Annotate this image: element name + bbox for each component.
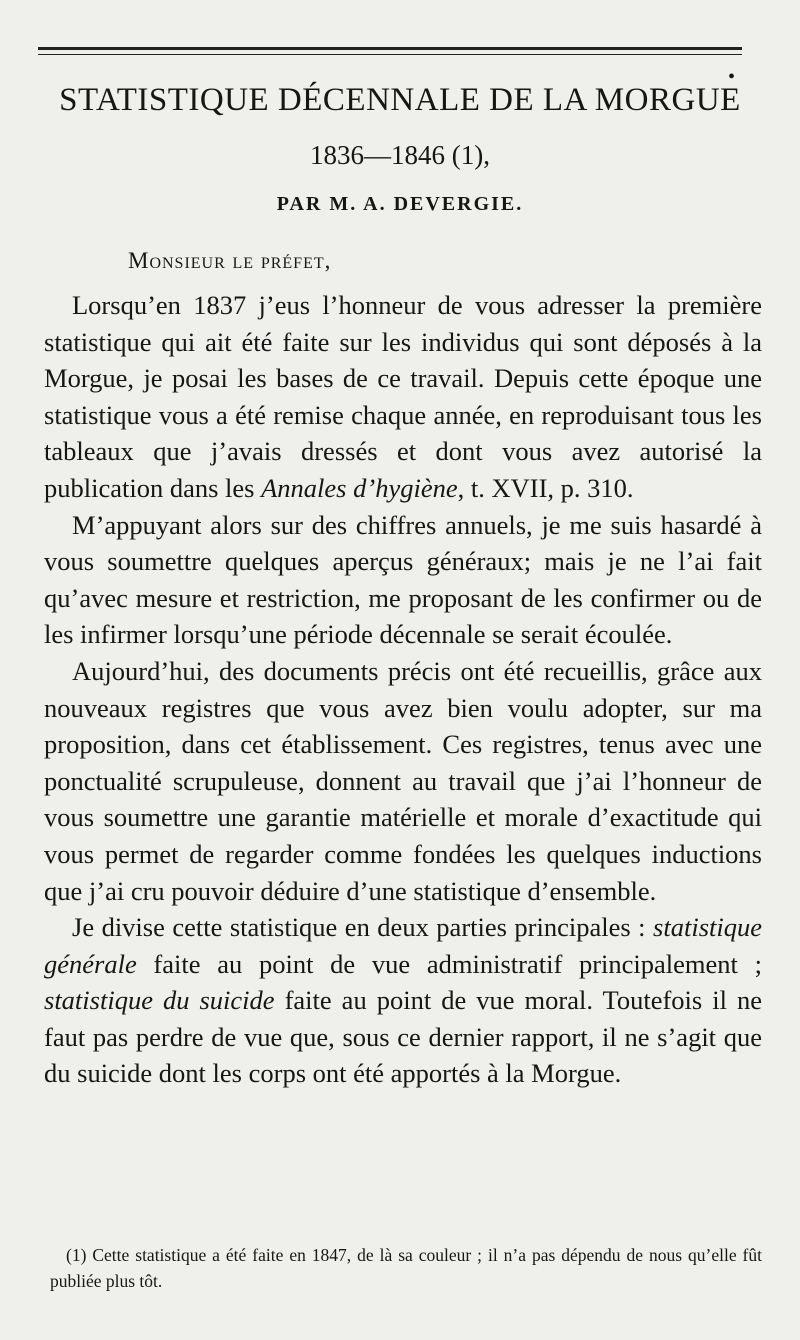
term-suicide-statistics: statistique du suicide xyxy=(44,985,275,1016)
page-title: STATISTIQUE DÉCENNALE DE LA MORGUE xyxy=(59,82,741,118)
term-general-statistics: statistique générale xyxy=(44,912,762,979)
author-line: PAR M. A. DEVERGIE. xyxy=(276,193,524,215)
header-rule-thin xyxy=(38,54,742,55)
paragraph-2: M’appuyant alors sur des chiffres annuels, je me suis hasardé à vous soumettre quelques aperçus généraux; mais je ne l’ai fait qu’avec mesure et restriction, me proposant de les confirmer ou de les infirmer lorsqu’une période décennale se serait écoulée. xyxy=(44,509,762,650)
journal-title: Annales d’hygiène xyxy=(261,472,458,503)
body-text xyxy=(44,287,762,1092)
paragraph-4-lead: Je divise cette statistique en deux parties principales : xyxy=(72,912,654,943)
salutation: Monsieur le préfet, xyxy=(128,248,332,273)
header-rule-thick xyxy=(38,47,742,50)
paragraph-4 xyxy=(44,909,762,1092)
paragraph-1 xyxy=(44,287,762,507)
paragraph-4-tail: faite au point de vue moral. Toutefois il ne faut pas perdre de vue que, sous ce dernier rapport, il ne s’agit que du suicide dont les corps ont été apportés à la Morgue. xyxy=(44,985,762,1089)
corner-mark: • xyxy=(728,66,736,88)
year-range: 1836—1846 (1), xyxy=(310,140,490,170)
paragraph-1-text: Lorsqu’en 1837 j’eus l’honneur de vous adresser la première statistique qui ait été faite sur les individus qui sont déposés à la Morgue, je posai les bases de ce travail. Depuis cette époque une statistique vous a été remise chaque année, en reproduisant tous les tableaux que j’avais dressés et dont vous avez autorisé la publication dans les xyxy=(44,290,762,503)
paragraph-4-mid: faite au point de vue administratif principalement ; xyxy=(136,948,762,979)
paragraph-3: Aujourd’hui, des documents précis ont été recueillis, grâce aux nouveaux registres que vous avez bien voulu adopter, sur ma proposition, dans cet établissement. Ces registres, tenus avec une ponctualité scrupuleuse, donnent au travail que j’ai l’honneur de vous soumettre une garantie matérielle et morale d’exactitude qui vous permet de regarder comme fondées les quelques inductions que j’ai cru pouvoir déduire d’une statistique d’ensemble. xyxy=(44,655,762,906)
footnote: (1) Cette statistique a été faite en 1847, de là sa couleur ; il n’a pas dépendu de nous qu’elle fût publiée plus tôt. xyxy=(50,1245,762,1291)
paragraph-1-tail: , t. XVII, p. 310. xyxy=(457,472,634,503)
